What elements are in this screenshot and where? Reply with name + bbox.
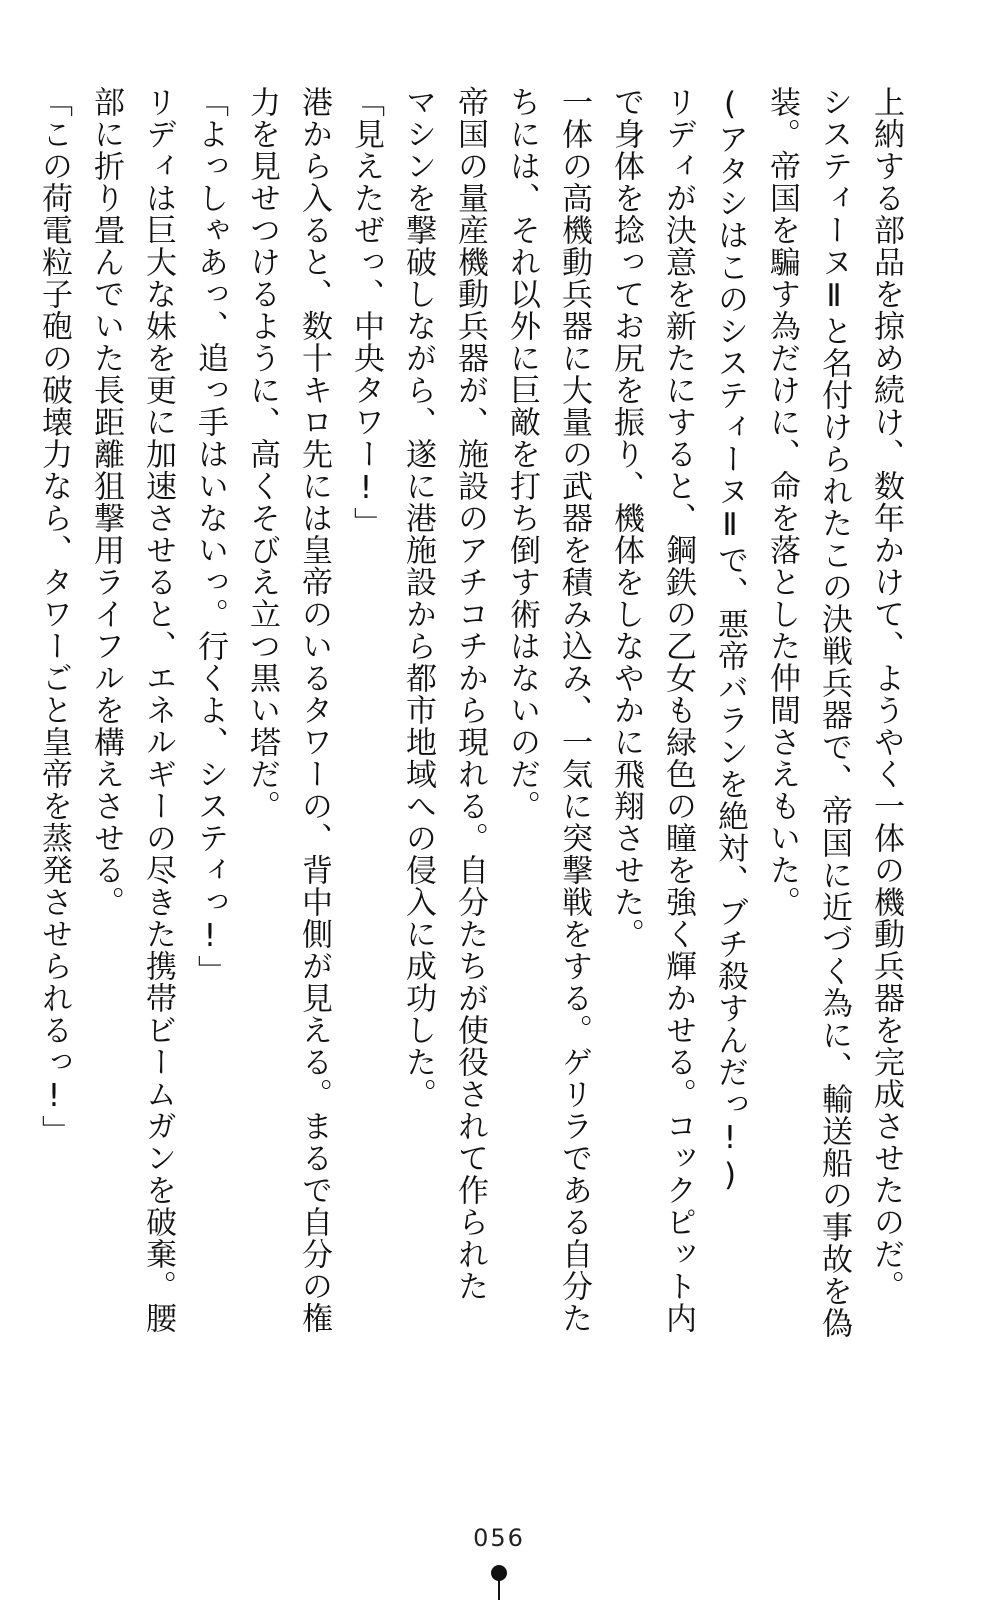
text-line: マシンを撃破しながら、遂に港施設から都市地域への侵入に成功した。 bbox=[400, 86, 436, 1110]
text-line: 「見えたぜっ、中央タワー!」 bbox=[348, 86, 384, 539]
text-line: リディが決意を新たにすると、鋼鉄の乙女も緑色の瞳を強く輝かせる。コックピット内 bbox=[660, 86, 696, 1334]
text-line: 装。帝国を騙す為だけに、命を落とした仲間さえもいた。 bbox=[764, 86, 800, 918]
vertical-text-block bbox=[36, 86, 912, 1426]
text-line: 「この荷電粒子砲の破壊力なら、タワーごと皇帝を蒸発させられるっ!」 bbox=[36, 86, 72, 1147]
text-line: 港から入ると、数十キロ先には皇帝のいるタワーの、背中側が見える。まるで自分の権 bbox=[296, 86, 332, 1334]
text-line: (アタシはこのシスティーヌⅡで、悪帝バランを絶対、ブチ殺すんだっ!) bbox=[712, 86, 748, 1194]
text-line: システィーヌⅡと名付けられたこの決戦兵器で、帝国に近づく為に、輸送船の事故を偽 bbox=[816, 86, 852, 1339]
text-line: ちには、それ以外に巨敵を打ち倒す術はないのだ。 bbox=[504, 86, 540, 822]
text-line: リディは巨大な妹を更に加速させると、エネルギーの尽きた携帯ビームガンを破棄。腰 bbox=[140, 86, 176, 1334]
page-number: 056 bbox=[473, 1524, 525, 1552]
text-line: 部に折り畳んでいた長距離狙撃用ライフルを構えさせる。 bbox=[88, 86, 124, 918]
text-line: 帝国の量産機動兵器が、施設のアチコチから現れる。自分たちが使役されて作られた bbox=[452, 86, 488, 1302]
text-line: で身体を捻ってお尻を振り、機体をしなやかに飛翔させた。 bbox=[608, 86, 644, 950]
text-line: 「よっしゃあっ、追っ手はいないっ。行くよ、システィっ!」 bbox=[192, 86, 228, 987]
text-line: 上納する部品を掠め続け、数年かけて、ようやく一体の機動兵器を完成させたのだ。 bbox=[868, 86, 904, 1302]
text-line: 力を見せつけるように、高くそびえ立つ黒い塔だ。 bbox=[244, 86, 280, 822]
text-line: 一体の高機動兵器に大量の武器を積み込み、一気に突撃戦をする。ゲリラである自分た bbox=[556, 86, 592, 1334]
page-marker-line bbox=[498, 1578, 500, 1600]
